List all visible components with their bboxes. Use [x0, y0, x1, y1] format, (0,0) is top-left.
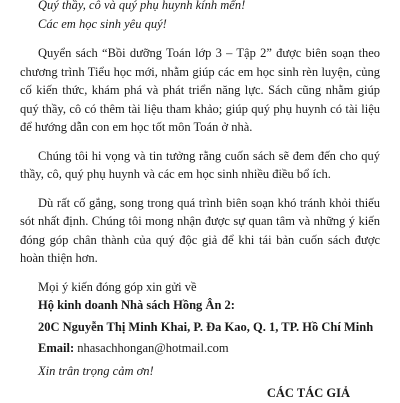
contact-email — [20, 339, 380, 358]
paragraph-hope: Chúng tôi hi vọng và tin tưởng rằng cuốn sách sẽ đem đến cho quý thầy, cô, quý phụ huynh và các em học sinh nhiều điều bổ ích. — [20, 148, 380, 181]
contact-address: 20C Nguyễn Thị Minh Khai, P. Đa Kao, Q. 1, TP. Hồ Chí Minh — [38, 319, 374, 334]
paragraph-feedback: Dù rất cố gắng, song trong quá trình biên soạn khó tránh khỏi thiếu sót nhất định. Chúng tôi mong nhận được sự quan tâm và những ý kiến đóng góp chân thành của quý độc giả để khi tái bản cuốn sách được hoàn thiện hơn. — [20, 195, 380, 265]
greeting-line-2: Các em học sinh yêu quý! — [38, 16, 167, 31]
email-value: nhasachhongan@hotmail.com — [74, 341, 229, 355]
greeting-line-1: Quý thầy, cô và quý phụ huynh kính mến! — [38, 0, 246, 12]
signature-authors: CÁC TÁC GIẢ — [266, 386, 350, 400]
email-label: Email: — [38, 341, 75, 355]
closing-thanks: Xin trân trọng cảm ơn! — [38, 363, 154, 378]
contact-company: Hộ kinh doanh Nhà sách Hồng Ân 2: — [38, 298, 235, 312]
paragraph-send-to: Mọi ý kiến đóng góp xin gửi về — [38, 279, 197, 294]
paragraph-intro: Quyển sách “Bồi dưỡng Toán lớp 3 – Tập 2” được biên soạn theo chương trình Tiểu học mới, nhằm giúp các em học sinh rèn luyện, củng cố kiến thức, khám phá và phát triển năng lực. Sách cũng nhằm giúp quý thầy, cô có thêm tài liệu tham khảo; giúp quý phụ huynh có tài liệu để hướng dẫn con em học tốt môn Toán ở nhà. — [20, 46, 380, 134]
